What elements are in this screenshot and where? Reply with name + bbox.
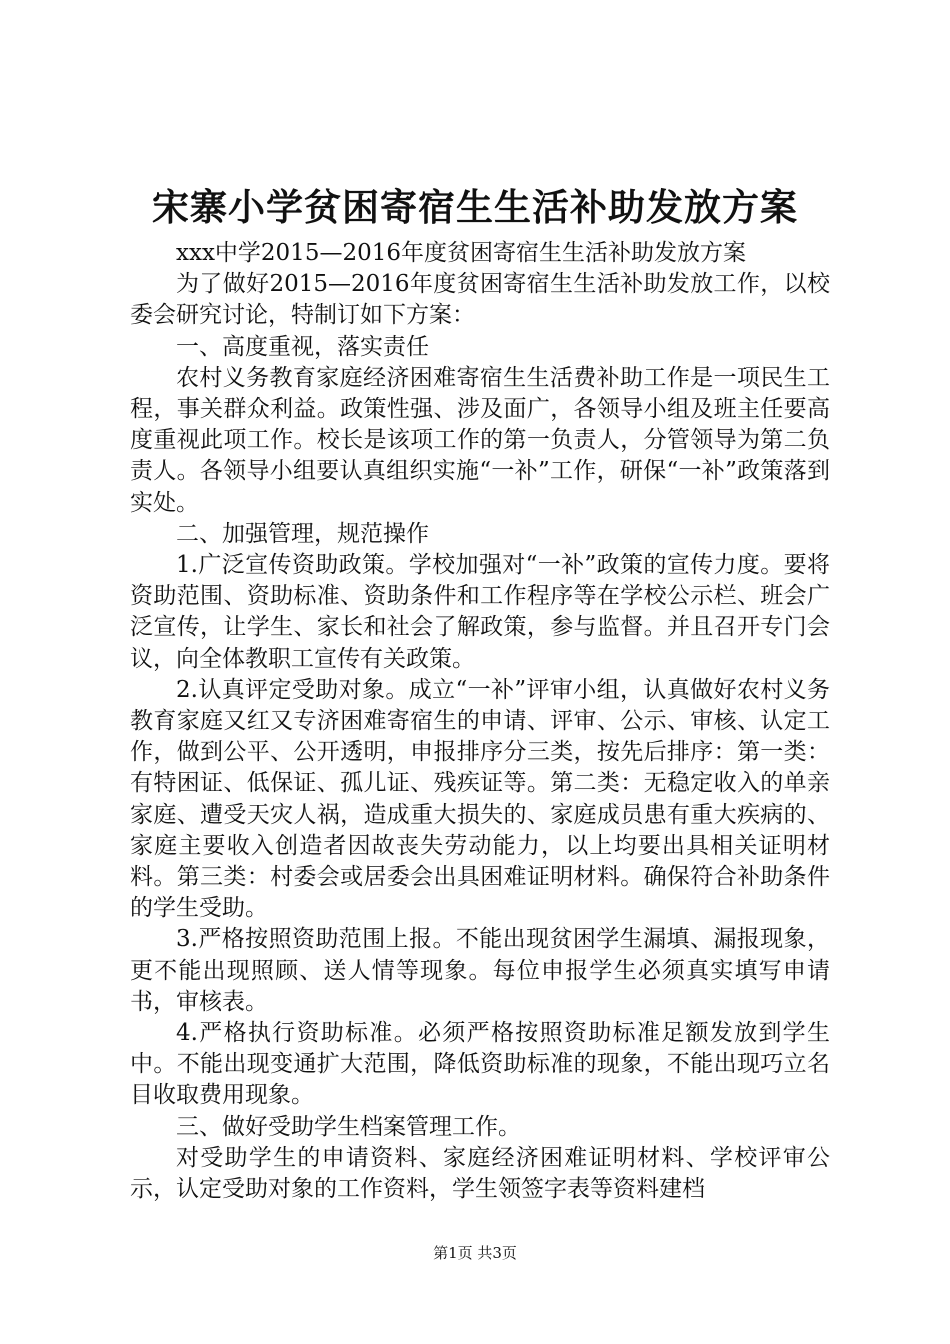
page-footer: 第1页 共3页	[433, 1244, 517, 1262]
paragraph-item-4: 4.严格执行资助标准。必须严格按照资助标准足额发放到学生中。不能出现变通扩大范围，降低资助标准的现象，不能出现巧立名目收取费用现象。	[130, 1020, 830, 1109]
section-heading-2: 二、加强管理，规范操作	[176, 520, 429, 547]
section-heading-1: 一、高度重视，落实责任	[176, 333, 429, 360]
paragraph-item-1: 1.广泛宣传资助政策。学校加强对“一补”政策的宣传力度。要将资助范围、资助标准、资助条件和工作程序等在学校公示栏、班会广泛宣传，让学生、家长和社会了解政策，参与监督。并且召开专门会议，向全体教职工宣传有关政策。	[130, 552, 830, 672]
paragraph-item-2: 2.认真评定受助对象。成立“一补”评审小组，认真做好农村义务教育家庭又红又专济困难寄宿生的申请、评审、公示、审核、认定工作，做到公平、公开透明，申报排序分三类，按先后排序：第一类：有特困证、低保证、孤儿证、残疾证等。第二类：无稳定收入的单亲家庭、遭受天灾人祸，造成重大损失的、家庭成员患有重大疾病的、家庭主要收入创造者因故丧失劳动能力，以上均要出具相关证明材料。第三类：村委会或居委会出具困难证明材料。确保符合补助条件的学生受助。	[130, 676, 830, 922]
document-body	[130, 238, 830, 1205]
paragraph-section-1: 农村义务教育家庭经济困难寄宿生生活费补助工作是一项民生工程，事关群众利益。政策性强、涉及面广，各领导小组及班主任要高度重视此项工作。校长是该项工作的第一负责人，分管领导为第二负责人。各领导小组要认真组织实施“一补”工作，研保“一补”政策落到实处。	[130, 364, 830, 516]
paragraph-subtitle: xxx中学2015—2016年度贫困寄宿生生活补助发放方案	[176, 240, 746, 266]
paragraph-item-3: 3.严格按照资助范围上报。不能出现贫困学生漏填、漏报现象，更不能出现照顾、送人情等现象。每位申报学生必须真实填写申请书，审核表。	[130, 926, 830, 1015]
section-heading-3: 三、做好受助学生档案管理工作。	[176, 1113, 521, 1140]
document-title: 宋寨小学贫困寄宿生生活补助发放方案	[152, 185, 798, 229]
paragraph-section-3: 对受助学生的申请资料、家庭经济困难证明材料、学校评审公示，认定受助对象的工作资料，学生领签字表等资料建档	[130, 1144, 830, 1203]
paragraph-intro: 为了做好2015—2016年度贫困寄宿生生活补助发放工作，以校委会研究讨论，特制订如下方案：	[130, 271, 830, 329]
